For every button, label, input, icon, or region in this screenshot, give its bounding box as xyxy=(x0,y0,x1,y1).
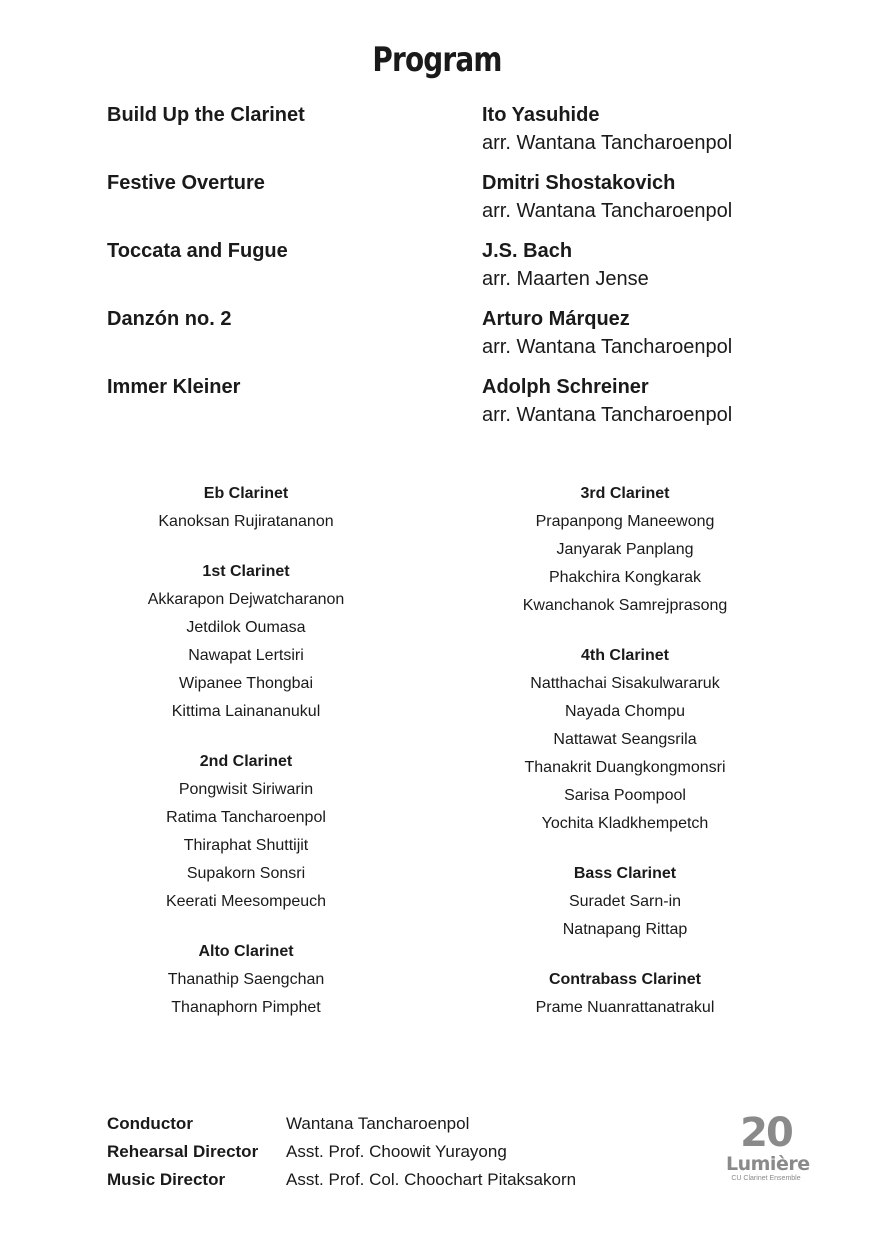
arranger: arr. Wantana Tancharoenpol xyxy=(482,336,733,358)
composer: Adolph Schreiner xyxy=(482,376,649,398)
section-title: 2nd Clarinet xyxy=(199,753,293,770)
composer: J.S. Bach xyxy=(482,240,573,262)
member-name: Suradet Sarn-in xyxy=(568,893,682,910)
member-name: Keerati Meesompeuch xyxy=(165,893,327,910)
member-name: Thanathip Saengchan xyxy=(167,971,325,988)
member-name: Nattawat Seangsrila xyxy=(553,731,697,748)
member-name: Nawapat Lertsiri xyxy=(188,647,304,664)
member-name: Natnapang Rittap xyxy=(562,921,688,938)
piece-title: Build Up the Clarinet xyxy=(107,104,305,126)
member-name: Akkarapon Dejwatcharanon xyxy=(147,591,345,608)
ensemble-logo xyxy=(726,1110,810,1183)
arranger: arr. Wantana Tancharoenpol xyxy=(482,200,733,222)
arranger: arr. Wantana Tancharoenpol xyxy=(482,132,733,154)
piece-title: Toccata and Fugue xyxy=(107,240,288,262)
arranger: arr. Wantana Tancharoenpol xyxy=(482,404,733,426)
staff-role: Conductor xyxy=(107,1114,193,1133)
program-item xyxy=(107,376,807,444)
page-title: Program xyxy=(372,40,502,80)
staff-credits xyxy=(107,1114,707,1198)
program-item xyxy=(107,240,807,308)
piece-title: Danzón no. 2 xyxy=(107,308,232,330)
logo-number: 20 xyxy=(740,1110,792,1156)
member-name: Kanoksan Rujiratananon xyxy=(158,513,334,530)
staff-row xyxy=(107,1170,707,1198)
program-list xyxy=(107,104,807,444)
member-name: Natthachai Sisakulwararuk xyxy=(530,675,720,692)
member-name: Thanaphorn Pimphet xyxy=(171,999,321,1016)
member-name: Supakorn Sonsri xyxy=(186,865,306,882)
member-name: Jetdilok Oumasa xyxy=(186,619,306,636)
section-title: Bass Clarinet xyxy=(573,865,677,882)
section-title: 1st Clarinet xyxy=(202,563,290,580)
composer: Arturo Márquez xyxy=(482,308,630,330)
piece-title: Festive Overture xyxy=(107,172,265,194)
member-name: Thiraphat Shuttijit xyxy=(183,837,309,854)
composer: Dmitri Shostakovich xyxy=(482,172,676,194)
member-name: Sarisa Poompool xyxy=(564,787,686,804)
logo-name: Lumière xyxy=(726,1153,810,1175)
section-title: Contrabass Clarinet xyxy=(548,971,702,988)
program-item xyxy=(107,308,807,376)
arranger: arr. Maarten Jense xyxy=(482,268,649,290)
member-name: Prame Nuanrattanatrakul xyxy=(535,999,715,1016)
member-name: Pongwisit Siriwarin xyxy=(178,781,314,798)
member-name: Prapanpong Maneewong xyxy=(535,513,715,530)
member-name: Kwanchanok Samrejprasong xyxy=(522,597,728,614)
program-item xyxy=(107,172,807,240)
staff-row xyxy=(107,1142,707,1170)
member-name: Nayada Chompu xyxy=(564,703,686,720)
staff-role: Music Director xyxy=(107,1170,226,1189)
member-name: Kittima Lainananukul xyxy=(171,703,321,720)
piece-title: Immer Kleiner xyxy=(107,376,241,398)
staff-row xyxy=(107,1114,707,1142)
section-title: 3rd Clarinet xyxy=(580,485,670,502)
roster-left-column xyxy=(96,484,396,1026)
member-name: Janyarak Panplang xyxy=(556,541,694,558)
member-name: Yochita Kladkhempetch xyxy=(541,815,709,832)
staff-name: Asst. Prof. Col. Choochart Pitaksakorn xyxy=(286,1170,577,1189)
staff-role: Rehearsal Director xyxy=(107,1142,259,1161)
section-title: Alto Clarinet xyxy=(198,943,294,960)
roster-right-column xyxy=(475,484,775,1026)
member-name: Phakchira Kongkarak xyxy=(548,569,702,586)
member-name: Ratima Tancharoenpol xyxy=(166,809,326,826)
staff-name: Wantana Tancharoenpol xyxy=(286,1114,470,1133)
member-name: Wipanee Thongbai xyxy=(178,675,314,692)
staff-name: Asst. Prof. Choowit Yurayong xyxy=(286,1142,507,1161)
section-title: 4th Clarinet xyxy=(580,647,669,664)
program-item xyxy=(107,104,807,172)
section-title: Eb Clarinet xyxy=(203,485,289,502)
member-name: Thanakrit Duangkongmonsri xyxy=(524,759,726,776)
logo-subtitle: CU Clarinet Ensemble xyxy=(731,1175,801,1182)
composer: Ito Yasuhide xyxy=(482,104,600,126)
